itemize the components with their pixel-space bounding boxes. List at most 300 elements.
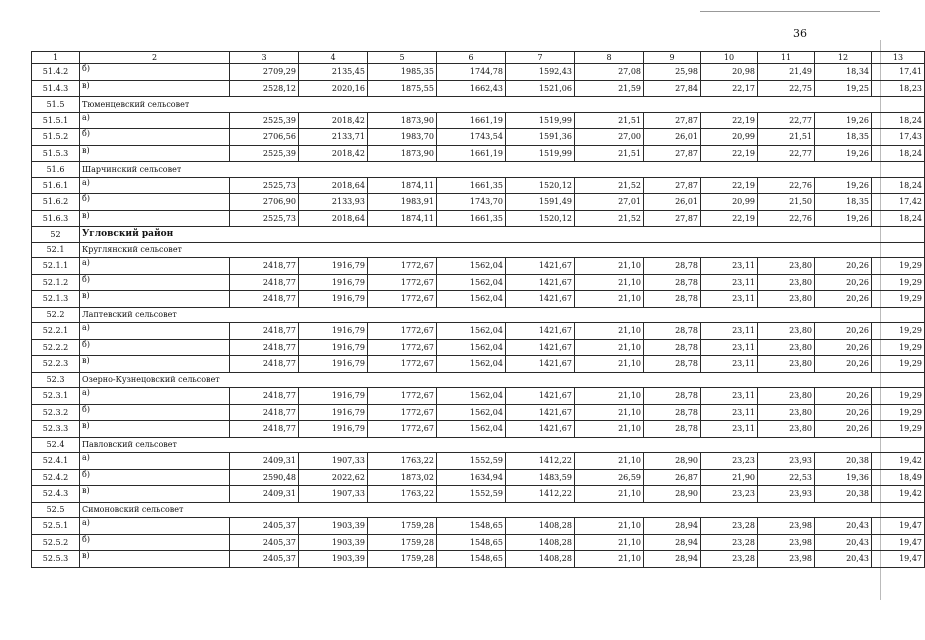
value-cell: 1916,79 — [299, 291, 368, 308]
column-header: 5 — [368, 52, 437, 64]
value-cell: 28,78 — [644, 339, 701, 356]
column-header: 2 — [80, 52, 230, 64]
value-cell: 1772,67 — [368, 323, 437, 340]
value-cell: 1759,28 — [368, 534, 437, 551]
row-index: 51.4.2 — [32, 64, 80, 81]
value-cell: 1521,06 — [506, 80, 575, 97]
value-cell: 20,99 — [701, 194, 758, 211]
value-cell: 21,10 — [575, 551, 644, 568]
value-cell: 2405,37 — [230, 518, 299, 535]
value-cell: 21,10 — [575, 339, 644, 356]
table-row — [32, 421, 925, 438]
district-name: Угловский район — [80, 227, 925, 243]
value-cell: 20,43 — [815, 551, 872, 568]
value-cell: 18,34 — [815, 64, 872, 81]
section-row — [32, 162, 925, 178]
value-cell: 2020,16 — [299, 80, 368, 97]
value-cell: 1916,79 — [299, 323, 368, 340]
column-header-row — [32, 52, 925, 64]
row-index: 52.2.3 — [32, 356, 80, 373]
row-index: 52 — [32, 227, 80, 243]
value-cell: 1985,35 — [368, 64, 437, 81]
table-row — [32, 145, 925, 162]
row-label: в) — [80, 210, 230, 227]
value-cell: 23,11 — [701, 421, 758, 438]
value-cell: 19,42 — [872, 453, 925, 470]
table-row — [32, 274, 925, 291]
value-cell: 21,10 — [575, 258, 644, 275]
value-cell: 21,52 — [575, 210, 644, 227]
value-cell: 20,26 — [815, 258, 872, 275]
value-cell: 28,78 — [644, 323, 701, 340]
value-cell: 1772,67 — [368, 404, 437, 421]
value-cell: 23,98 — [758, 551, 815, 568]
value-cell: 28,78 — [644, 388, 701, 405]
value-cell: 2022,62 — [299, 469, 368, 486]
row-label: а) — [80, 518, 230, 535]
value-cell: 1520,12 — [506, 210, 575, 227]
value-cell: 23,80 — [758, 291, 815, 308]
value-cell: 28,78 — [644, 274, 701, 291]
row-index: 51.5.2 — [32, 129, 80, 146]
value-cell: 23,11 — [701, 339, 758, 356]
value-cell: 20,38 — [815, 453, 872, 470]
value-cell: 2405,37 — [230, 534, 299, 551]
value-cell: 22,19 — [701, 210, 758, 227]
value-cell: 20,26 — [815, 339, 872, 356]
value-cell: 19,36 — [815, 469, 872, 486]
value-cell: 21,10 — [575, 486, 644, 503]
row-label: а) — [80, 388, 230, 405]
table-row — [32, 112, 925, 129]
value-cell: 21,51 — [575, 112, 644, 129]
section-row — [32, 97, 925, 113]
table-row — [32, 323, 925, 340]
value-cell: 1903,39 — [299, 518, 368, 535]
value-cell: 1983,70 — [368, 129, 437, 146]
value-cell: 2590,48 — [230, 469, 299, 486]
column-header: 3 — [230, 52, 299, 64]
section-name: Тюменцевский сельсовет — [80, 97, 925, 113]
value-cell: 1421,67 — [506, 339, 575, 356]
value-cell: 1483,59 — [506, 469, 575, 486]
value-cell: 2706,90 — [230, 194, 299, 211]
row-index: 51.5.3 — [32, 145, 80, 162]
value-cell: 21,10 — [575, 356, 644, 373]
value-cell: 23,80 — [758, 339, 815, 356]
value-cell: 2706,56 — [230, 129, 299, 146]
value-cell: 23,80 — [758, 421, 815, 438]
value-cell: 2418,77 — [230, 291, 299, 308]
value-cell: 19,29 — [872, 404, 925, 421]
value-cell: 1763,22 — [368, 453, 437, 470]
value-cell: 28,90 — [644, 486, 701, 503]
value-cell: 2018,42 — [299, 145, 368, 162]
value-cell: 23,11 — [701, 388, 758, 405]
value-cell: 23,80 — [758, 274, 815, 291]
value-cell: 1591,49 — [506, 194, 575, 211]
value-cell: 1519,99 — [506, 112, 575, 129]
value-cell: 23,11 — [701, 356, 758, 373]
value-cell: 1916,79 — [299, 388, 368, 405]
value-cell: 23,28 — [701, 551, 758, 568]
table-row — [32, 534, 925, 551]
value-cell: 20,43 — [815, 534, 872, 551]
column-header: 1 — [32, 52, 80, 64]
value-cell: 27,00 — [575, 129, 644, 146]
value-cell: 23,80 — [758, 323, 815, 340]
tariff-table — [31, 51, 925, 568]
column-header: 7 — [506, 52, 575, 64]
value-cell: 22,75 — [758, 80, 815, 97]
value-cell: 26,87 — [644, 469, 701, 486]
value-cell: 18,24 — [872, 145, 925, 162]
value-cell: 23,80 — [758, 388, 815, 405]
value-cell: 19,25 — [815, 80, 872, 97]
value-cell: 20,26 — [815, 323, 872, 340]
value-cell: 23,11 — [701, 323, 758, 340]
value-cell: 1873,90 — [368, 112, 437, 129]
section-row — [32, 242, 925, 258]
value-cell: 27,87 — [644, 177, 701, 194]
value-cell: 1421,67 — [506, 291, 575, 308]
value-cell: 1562,04 — [437, 339, 506, 356]
row-label: б) — [80, 129, 230, 146]
column-header: 6 — [437, 52, 506, 64]
value-cell: 1772,67 — [368, 388, 437, 405]
value-cell: 28,78 — [644, 404, 701, 421]
value-cell: 21,49 — [758, 64, 815, 81]
value-cell: 23,93 — [758, 453, 815, 470]
value-cell: 18,24 — [872, 210, 925, 227]
value-cell: 22,76 — [758, 177, 815, 194]
row-index: 52.4 — [32, 437, 80, 453]
scan-edge-line — [700, 11, 880, 12]
value-cell: 21,51 — [758, 129, 815, 146]
value-cell: 20,26 — [815, 421, 872, 438]
value-cell: 2405,37 — [230, 551, 299, 568]
value-cell: 2528,12 — [230, 80, 299, 97]
district-row — [32, 227, 925, 243]
value-cell: 23,28 — [701, 534, 758, 551]
row-index: 52.1.3 — [32, 291, 80, 308]
row-index: 52.4.2 — [32, 469, 80, 486]
value-cell: 1916,79 — [299, 421, 368, 438]
value-cell: 1983,91 — [368, 194, 437, 211]
value-cell: 23,93 — [758, 486, 815, 503]
value-cell: 1873,02 — [368, 469, 437, 486]
value-cell: 17,41 — [872, 64, 925, 81]
row-index: 51.6.3 — [32, 210, 80, 227]
value-cell: 28,78 — [644, 421, 701, 438]
value-cell: 27,87 — [644, 145, 701, 162]
value-cell: 1743,54 — [437, 129, 506, 146]
value-cell: 1562,04 — [437, 323, 506, 340]
row-label: в) — [80, 551, 230, 568]
value-cell: 27,87 — [644, 210, 701, 227]
page-number: 36 — [793, 27, 807, 40]
section-row — [32, 502, 925, 518]
value-cell: 21,50 — [758, 194, 815, 211]
row-label: а) — [80, 453, 230, 470]
value-cell: 18,23 — [872, 80, 925, 97]
value-cell: 2418,77 — [230, 356, 299, 373]
value-cell: 1772,67 — [368, 291, 437, 308]
value-cell: 1421,67 — [506, 274, 575, 291]
row-index: 52.3 — [32, 372, 80, 388]
value-cell: 19,42 — [872, 486, 925, 503]
row-index: 52.1 — [32, 242, 80, 258]
value-cell: 2418,77 — [230, 323, 299, 340]
value-cell: 1562,04 — [437, 388, 506, 405]
value-cell: 23,23 — [701, 453, 758, 470]
row-index: 52.3.2 — [32, 404, 80, 421]
value-cell: 26,01 — [644, 129, 701, 146]
value-cell: 22,77 — [758, 112, 815, 129]
table-row — [32, 486, 925, 503]
value-cell: 2133,71 — [299, 129, 368, 146]
section-name: Круглянский сельсовет — [80, 242, 925, 258]
column-header: 8 — [575, 52, 644, 64]
row-label: б) — [80, 64, 230, 81]
value-cell: 17,43 — [872, 129, 925, 146]
row-label: б) — [80, 404, 230, 421]
value-cell: 18,35 — [815, 194, 872, 211]
value-cell: 28,90 — [644, 453, 701, 470]
value-cell: 19,29 — [872, 323, 925, 340]
table-row — [32, 210, 925, 227]
value-cell: 23,80 — [758, 258, 815, 275]
value-cell: 27,84 — [644, 80, 701, 97]
value-cell: 2418,77 — [230, 421, 299, 438]
row-label: а) — [80, 112, 230, 129]
section-name: Павловский сельсовет — [80, 437, 925, 453]
value-cell: 19,47 — [872, 551, 925, 568]
value-cell: 19,29 — [872, 388, 925, 405]
value-cell: 1874,11 — [368, 210, 437, 227]
value-cell: 21,10 — [575, 534, 644, 551]
row-index: 52.1.2 — [32, 274, 80, 291]
value-cell: 21,10 — [575, 323, 644, 340]
table-row — [32, 404, 925, 421]
value-cell: 27,08 — [575, 64, 644, 81]
row-index: 52.5.2 — [32, 534, 80, 551]
value-cell: 22,19 — [701, 145, 758, 162]
value-cell: 1907,33 — [299, 486, 368, 503]
value-cell: 1592,43 — [506, 64, 575, 81]
value-cell: 21,10 — [575, 291, 644, 308]
value-cell: 20,26 — [815, 291, 872, 308]
column-header: 13 — [872, 52, 925, 64]
value-cell: 26,59 — [575, 469, 644, 486]
column-header: 10 — [701, 52, 758, 64]
value-cell: 1552,59 — [437, 486, 506, 503]
value-cell: 17,42 — [872, 194, 925, 211]
row-index: 52.4.3 — [32, 486, 80, 503]
section-name: Лаптевский сельсовет — [80, 307, 925, 323]
value-cell: 22,19 — [701, 177, 758, 194]
value-cell: 2525,73 — [230, 210, 299, 227]
row-label: в) — [80, 486, 230, 503]
value-cell: 2418,77 — [230, 388, 299, 405]
value-cell: 2418,77 — [230, 258, 299, 275]
value-cell: 2018,64 — [299, 177, 368, 194]
value-cell: 23,98 — [758, 534, 815, 551]
column-header: 9 — [644, 52, 701, 64]
value-cell: 2409,31 — [230, 453, 299, 470]
value-cell: 1916,79 — [299, 404, 368, 421]
row-index: 52.5 — [32, 502, 80, 518]
row-label: а) — [80, 323, 230, 340]
row-index: 52.1.1 — [32, 258, 80, 275]
row-index: 52.5.3 — [32, 551, 80, 568]
value-cell: 1874,11 — [368, 177, 437, 194]
value-cell: 1916,79 — [299, 339, 368, 356]
value-cell: 1408,28 — [506, 518, 575, 535]
value-cell: 1763,22 — [368, 486, 437, 503]
value-cell: 2135,45 — [299, 64, 368, 81]
table-row — [32, 129, 925, 146]
value-cell: 2018,64 — [299, 210, 368, 227]
value-cell: 1548,65 — [437, 551, 506, 568]
value-cell: 1772,67 — [368, 421, 437, 438]
value-cell: 1903,39 — [299, 551, 368, 568]
value-cell: 1519,99 — [506, 145, 575, 162]
row-label: б) — [80, 534, 230, 551]
table-row — [32, 453, 925, 470]
value-cell: 23,98 — [758, 518, 815, 535]
value-cell: 21,10 — [575, 453, 644, 470]
value-cell: 18,35 — [815, 129, 872, 146]
value-cell: 21,10 — [575, 274, 644, 291]
row-index: 51.6.1 — [32, 177, 80, 194]
row-label: б) — [80, 274, 230, 291]
value-cell: 21,52 — [575, 177, 644, 194]
value-cell: 21,10 — [575, 518, 644, 535]
value-cell: 20,43 — [815, 518, 872, 535]
value-cell: 23,80 — [758, 356, 815, 373]
value-cell: 18,24 — [872, 112, 925, 129]
row-label: б) — [80, 469, 230, 486]
value-cell: 22,76 — [758, 210, 815, 227]
value-cell: 18,49 — [872, 469, 925, 486]
value-cell: 19,29 — [872, 356, 925, 373]
value-cell: 19,29 — [872, 274, 925, 291]
value-cell: 1743,70 — [437, 194, 506, 211]
column-header: 12 — [815, 52, 872, 64]
table-row — [32, 469, 925, 486]
value-cell: 19,26 — [815, 145, 872, 162]
value-cell: 1662,43 — [437, 80, 506, 97]
value-cell: 25,98 — [644, 64, 701, 81]
value-cell: 21,59 — [575, 80, 644, 97]
value-cell: 2525,73 — [230, 177, 299, 194]
value-cell: 1744,78 — [437, 64, 506, 81]
table-row — [32, 194, 925, 211]
value-cell: 2709,29 — [230, 64, 299, 81]
value-cell: 2418,77 — [230, 404, 299, 421]
table-row — [32, 518, 925, 535]
value-cell: 1591,36 — [506, 129, 575, 146]
row-index: 51.5.1 — [32, 112, 80, 129]
value-cell: 1562,04 — [437, 404, 506, 421]
value-cell: 21,10 — [575, 421, 644, 438]
table-row — [32, 551, 925, 568]
row-index: 52.2.2 — [32, 339, 80, 356]
value-cell: 19,29 — [872, 258, 925, 275]
value-cell: 22,77 — [758, 145, 815, 162]
value-cell: 21,10 — [575, 388, 644, 405]
section-row — [32, 437, 925, 453]
column-header: 11 — [758, 52, 815, 64]
value-cell: 2018,42 — [299, 112, 368, 129]
value-cell: 22,53 — [758, 469, 815, 486]
value-cell: 19,26 — [815, 112, 872, 129]
row-index: 51.6 — [32, 162, 80, 178]
value-cell: 22,17 — [701, 80, 758, 97]
value-cell: 19,26 — [815, 210, 872, 227]
table-row — [32, 388, 925, 405]
value-cell: 20,98 — [701, 64, 758, 81]
value-cell: 27,01 — [575, 194, 644, 211]
value-cell: 2409,31 — [230, 486, 299, 503]
row-label: б) — [80, 339, 230, 356]
value-cell: 19,29 — [872, 421, 925, 438]
value-cell: 1759,28 — [368, 551, 437, 568]
table-row — [32, 356, 925, 373]
row-index: 51.6.2 — [32, 194, 80, 211]
row-index: 52.5.1 — [32, 518, 80, 535]
row-index: 52.3.1 — [32, 388, 80, 405]
value-cell: 19,29 — [872, 291, 925, 308]
value-cell: 1661,19 — [437, 112, 506, 129]
value-cell: 28,94 — [644, 551, 701, 568]
value-cell: 28,78 — [644, 356, 701, 373]
row-index: 51.4.3 — [32, 80, 80, 97]
value-cell: 1552,59 — [437, 453, 506, 470]
value-cell: 1520,12 — [506, 177, 575, 194]
value-cell: 23,11 — [701, 291, 758, 308]
section-name: Шарчинский сельсовет — [80, 162, 925, 178]
value-cell: 1916,79 — [299, 258, 368, 275]
value-cell: 23,11 — [701, 274, 758, 291]
value-cell: 1412,22 — [506, 486, 575, 503]
value-cell: 2133,93 — [299, 194, 368, 211]
value-cell: 19,47 — [872, 518, 925, 535]
table-row — [32, 64, 925, 81]
value-cell: 1421,67 — [506, 356, 575, 373]
value-cell: 23,80 — [758, 404, 815, 421]
value-cell: 20,26 — [815, 404, 872, 421]
value-cell: 20,26 — [815, 356, 872, 373]
value-cell: 28,94 — [644, 534, 701, 551]
value-cell: 1408,28 — [506, 551, 575, 568]
value-cell: 1562,04 — [437, 291, 506, 308]
value-cell: 19,26 — [815, 177, 872, 194]
value-cell: 27,87 — [644, 112, 701, 129]
value-cell: 28,78 — [644, 291, 701, 308]
section-row — [32, 307, 925, 323]
value-cell: 1772,67 — [368, 274, 437, 291]
table-row — [32, 177, 925, 194]
value-cell: 2418,77 — [230, 274, 299, 291]
table-row — [32, 339, 925, 356]
value-cell: 20,38 — [815, 486, 872, 503]
value-cell: 1907,33 — [299, 453, 368, 470]
value-cell: 22,19 — [701, 112, 758, 129]
row-label: в) — [80, 421, 230, 438]
value-cell: 1916,79 — [299, 356, 368, 373]
